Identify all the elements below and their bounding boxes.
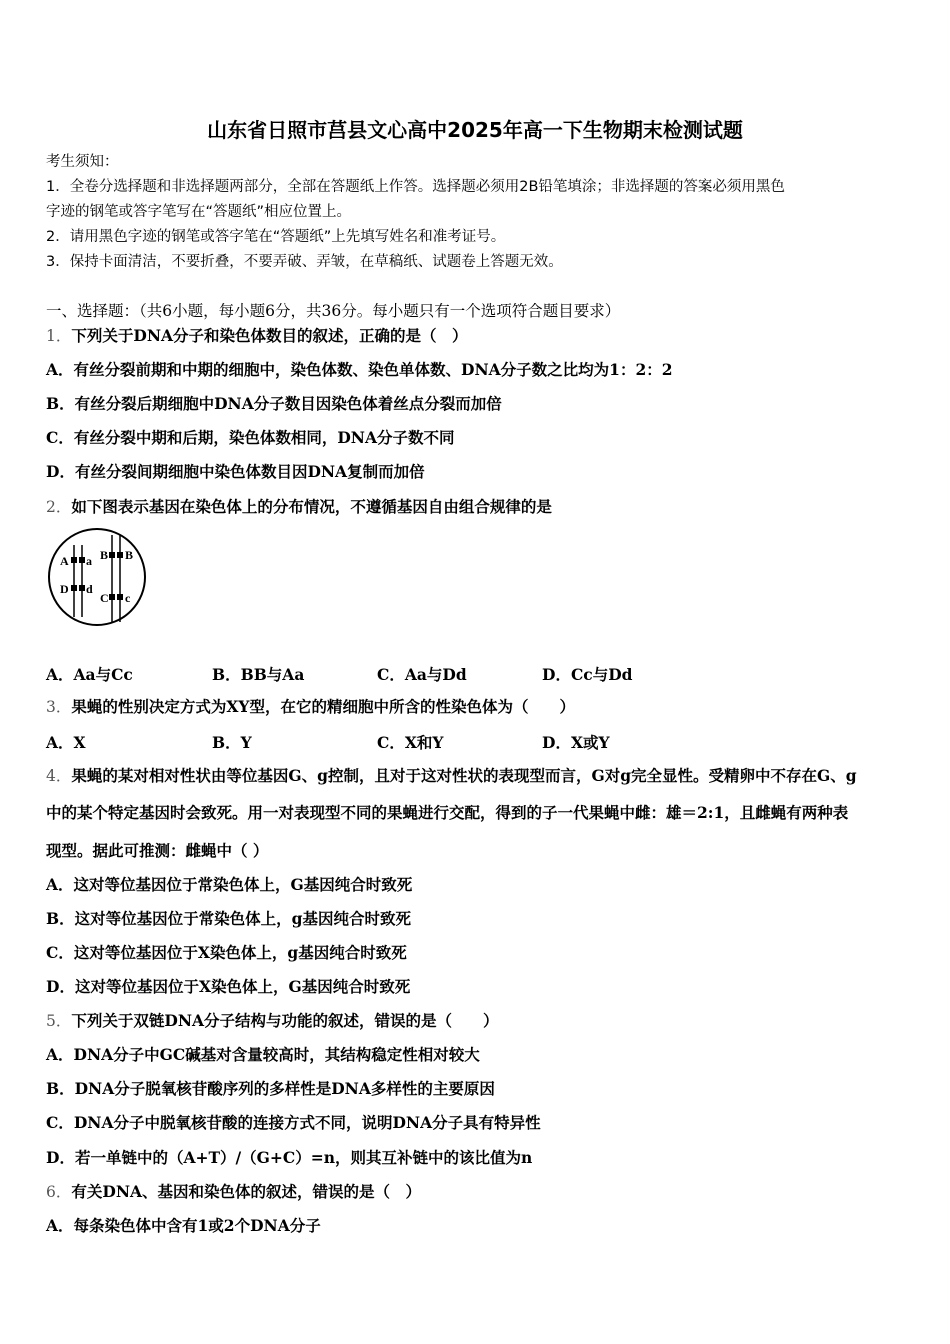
q2-stem [46,497,552,517]
gene-label: A [60,554,69,568]
notice-item: 字迹的钢笔或答字笔写在“答题纸”相应位置上。 [46,204,352,220]
q3-option-d: D．X或Y [542,733,610,752]
gene-label: B [100,548,109,562]
question-text: 如下图表示基因在染色体上的分布情况，不遵循基因自由组合规律的是 [71,497,552,516]
gene-label: c [125,591,131,605]
q2-option-a: A．Aa与Cc [46,665,133,684]
question-number: 4． [46,767,72,785]
q4-stem [46,766,857,786]
q2-option-b: B．BB与Aa [212,665,305,684]
q2-option-c: C．Aa与Dd [377,665,467,684]
question-text: 有关DNA、基因和染色体的叙述，错误的是（ ） [71,1182,422,1201]
question-text: 果蝇的性别决定方式为XY型，在它的精细胞中所含的性染色体为（ ） [71,697,575,716]
gene-label: a [86,554,92,568]
q2-option-d: D．Cc与Dd [542,665,633,684]
question-number: 2． [46,498,72,516]
q4-option-a: A．这对等位基因位于常染色体上，G基因纯合时致死 [46,875,413,894]
question-text: 下列关于双链DNA分子结构与功能的叙述，错误的是（ ） [71,1011,499,1030]
q1-option-c: C．有丝分裂中期和后期，染色体数相同，DNA分子数不同 [46,428,455,447]
q4-option-b: B．这对等位基因位于常染色体上，g基因纯合时致死 [46,909,411,928]
q4-stem-line: 中的某个特定基因时会致死。用一对表现型不同的果蝇进行交配，得到的子一代果蝇中雌：雄＝2:1，且雌蝇有两种表 [46,803,849,822]
q1-option-d: D．有丝分裂间期细胞中染色体数目因DNA复制而加倍 [46,462,425,481]
section-heading: 一、选择题：（共6小题，每小题6分，共36分。每小题只有一个选项符合题目要求） [46,302,621,320]
gene-label: d [86,582,93,596]
q4-option-c: C．这对等位基因位于X染色体上，g基因纯合时致死 [46,943,407,962]
question-number: 3． [46,698,72,716]
notice-item: 1．全卷分选择题和非选择题两部分，全部在答题纸上作答。选择题必须用2B铅笔填涂；非选择题的答案必须用黑色 [46,179,785,195]
gene-label: C [100,591,109,605]
question-number: 1． [46,327,72,345]
question-number: 5． [46,1012,72,1030]
notice-item: 2．请用黑色字迹的钢笔或答字笔在“答题纸”上先填写姓名和准考证号。 [46,229,506,245]
q3-stem [46,697,575,717]
chromosome-diagram [46,527,150,627]
q3-option-b: B．Y [212,733,252,752]
q5-stem [46,1011,499,1031]
question-number: 6． [46,1183,72,1201]
q6-stem [46,1182,421,1202]
gene-label: B [125,548,134,562]
notice-item: 3．保持卡面清洁，不要折叠，不要弄破、弄皱，在草稿纸、试题卷上答题无效。 [46,254,563,270]
q3-option-c: C．X和Y [377,733,444,752]
gene-label: D [60,582,69,596]
q4-option-d: D．这对等位基因位于X染色体上，G基因纯合时致死 [46,977,411,996]
q3-option-a: A．X [46,733,86,752]
question-text: 果蝇的某对相对性状由等位基因G、g控制，且对于这对性状的表现型而言，G对g完全显性。受精卵中不存在G、g [71,766,857,785]
q5-option-b: B．DNA分子脱氧核苷酸序列的多样性是DNA多样性的主要原因 [46,1079,495,1098]
q1-option-b: B．有丝分裂后期细胞中DNA分子数目因染色体着丝点分裂而加倍 [46,394,502,413]
notice-heading: 考生须知： [46,154,119,170]
q5-option-c: C．DNA分子中脱氧核苷酸的连接方式不同，说明DNA分子具有特异性 [46,1113,541,1132]
q4-stem-line: 现型。据此可推测：雌蝇中（ ） [46,841,269,860]
question-text: 下列关于DNA分子和染色体数目的叙述，正确的是（ ） [71,326,468,345]
q1-option-a: A．有丝分裂前期和中期的细胞中，染色体数、染色单体数、DNA分子数之比均为1：2：2 [46,360,673,379]
q5-option-a: A．DNA分子中GC碱基对含量较高时，其结构稳定性相对较大 [46,1045,480,1064]
page-title: 山东省日照市莒县文心高中2025年高一下生物期末检测试题 [207,118,743,142]
q1-stem [46,326,468,346]
q6-option-a: A．每条染色体中含有1或2个DNA分子 [46,1216,321,1235]
q5-option-d: D．若一单链中的（A+T）/（G+C）=n，则其互补链中的该比值为n [46,1148,533,1167]
